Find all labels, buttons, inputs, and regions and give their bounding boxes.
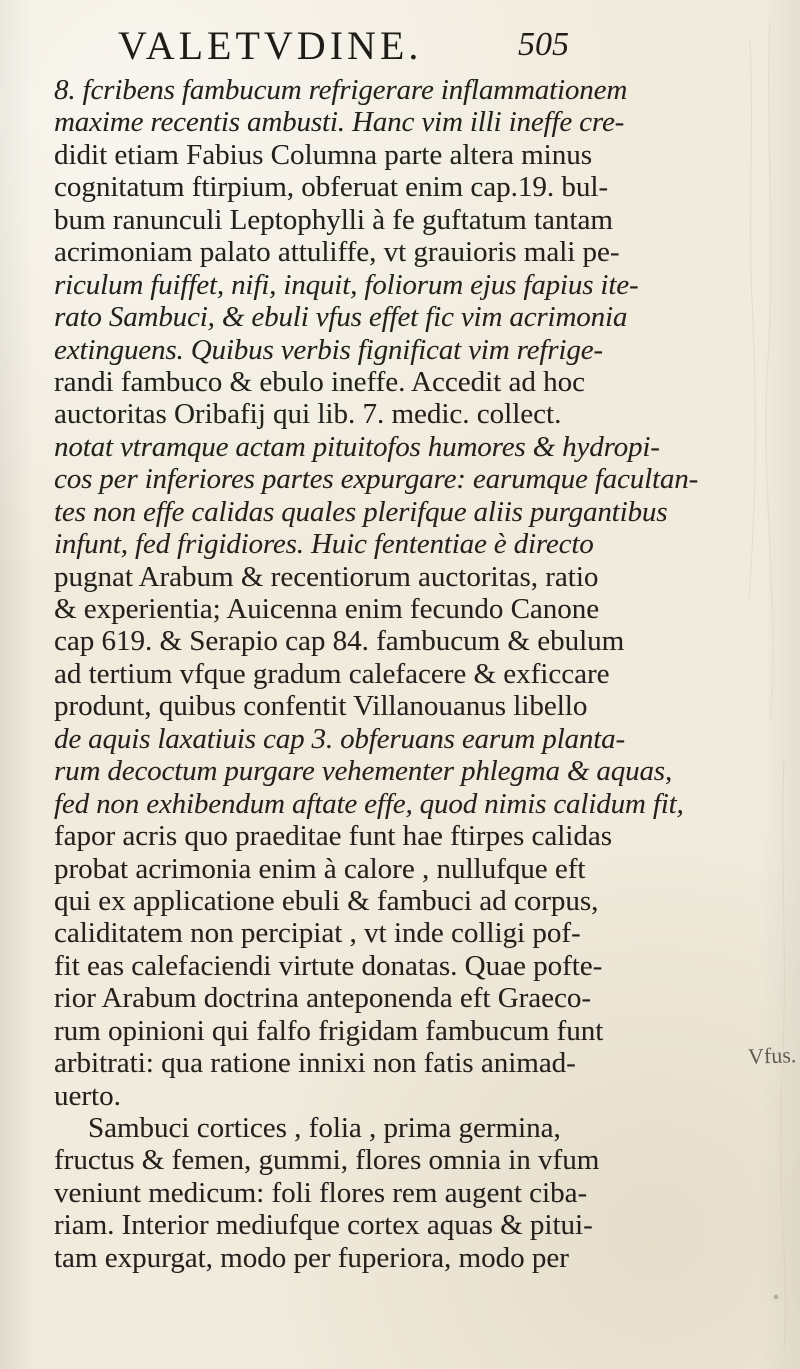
text-line-16: pugnat Arabum & recentiorum auctoritas, ratio — [54, 560, 599, 593]
text-line-8: rato Sambuci, & ebuli vfus effet fic vim acrimonia — [54, 301, 628, 334]
margin-note: Vfus. — [747, 1042, 797, 1069]
text-line-14: tes non effe calidas quales plerifque aliis purgantibus — [54, 495, 668, 528]
text-line-32: uerto. — [54, 1079, 121, 1112]
right-margin-bleed-marks — [740, 0, 800, 1369]
text-line-13: cos per inferiores partes expurgare: earumque facultan- — [54, 463, 699, 496]
text-line-24: fapor acris quo praeditae funt hae ftirpes calidas — [54, 820, 612, 853]
text-line-23: fed non exhibendum aftate effe, quod nimis calidum fit, — [54, 787, 684, 820]
text-line-36: riam. Interior mediufque cortex aquas & pitui- — [54, 1209, 593, 1242]
text-line-29: rior Arabum doctrina anteponenda eft Graeco- — [54, 982, 592, 1015]
text-line-26: qui ex applicatione ebuli & fambuci ad corpus, — [54, 884, 599, 917]
text-line-33: Sambuci cortices , folia , prima germina, — [88, 1112, 561, 1144]
text-line-1: 8. fcribens fambucum refrigerare inflammationem — [54, 74, 628, 106]
text-line-20: produnt, quibus confentit Villanouanus libello — [54, 690, 588, 723]
text-line-10: randi fambuco & ebulo ineffe. Accedit ad hoc — [54, 365, 585, 398]
text-line-18: cap 619. & Serapio cap 84. fambucum & ebulum — [54, 625, 625, 658]
text-line-3: didit etiam Fabius Columna parte altera minus — [54, 138, 593, 171]
running-title: VALETVDINE. — [118, 23, 423, 68]
text-line-15: infunt, fed frigidiores. Huic fententiae è directo — [54, 528, 594, 561]
text-line-35: veniunt medicum: foli flores rem augent ciba- — [54, 1176, 588, 1209]
text-line-34: fructus & femen, gummi, flores omnia in vfum — [54, 1144, 600, 1177]
text-line-4: cognitatum ftirpium, obferuat enim cap.19. bul- — [54, 171, 609, 204]
text-line-27: caliditatem non percipiat , vt inde colligi pof- — [54, 917, 581, 950]
text-line-17: & experientia; Auicenna enim fecundo Canone — [54, 593, 600, 625]
page-number: 505 — [518, 26, 569, 63]
text-line-28: fit eas calefaciendi virtute donatas. Quae pofte- — [54, 949, 603, 982]
text-line-21: de aquis laxatiuis cap 3. obferuans earum planta- — [54, 722, 625, 755]
text-line-2: maxime recentis ambusti. Hanc vim illi ineffe cre- — [54, 106, 625, 139]
text-line-22: rum decoctum purgare vehementer phlegma & aquas, — [54, 755, 673, 788]
text-line-7: riculum fuiffet, nifi, inquit, foliorum ejus fapius ite- — [54, 268, 639, 301]
text-line-31: arbitrati: qua ratione innixi non fatis animad- — [54, 1047, 576, 1080]
text-line-37: tam expurgat, modo per fuperiora, modo per — [54, 1241, 569, 1274]
text-line-9: extinguens. Quibus verbis fignificat vim refrige- — [54, 333, 603, 366]
page-header — [0, 20, 800, 72]
latin-text-column — [54, 74, 744, 1274]
text-line-5: bum ranunculi Leptophylli à fe guftatum tantam — [54, 203, 613, 236]
text-line-12: notat vtramque actam pituitofos humores & hydropi- — [54, 430, 660, 463]
text-line-30: rum opinioni qui falfo frigidam fambucum funt — [54, 1014, 604, 1047]
text-line-6: acrimoniam palato attuliffe, vt grauioris mali pe- — [54, 236, 620, 269]
text-line-19: ad tertium vfque gradum calefacere & exficcare — [54, 657, 610, 690]
text-line-11: auctoritas Oribafij qui lib. 7. medic. collect. — [54, 398, 562, 431]
text-line-25: probat acrimonia enim à calore , nullufque eft — [54, 852, 586, 885]
